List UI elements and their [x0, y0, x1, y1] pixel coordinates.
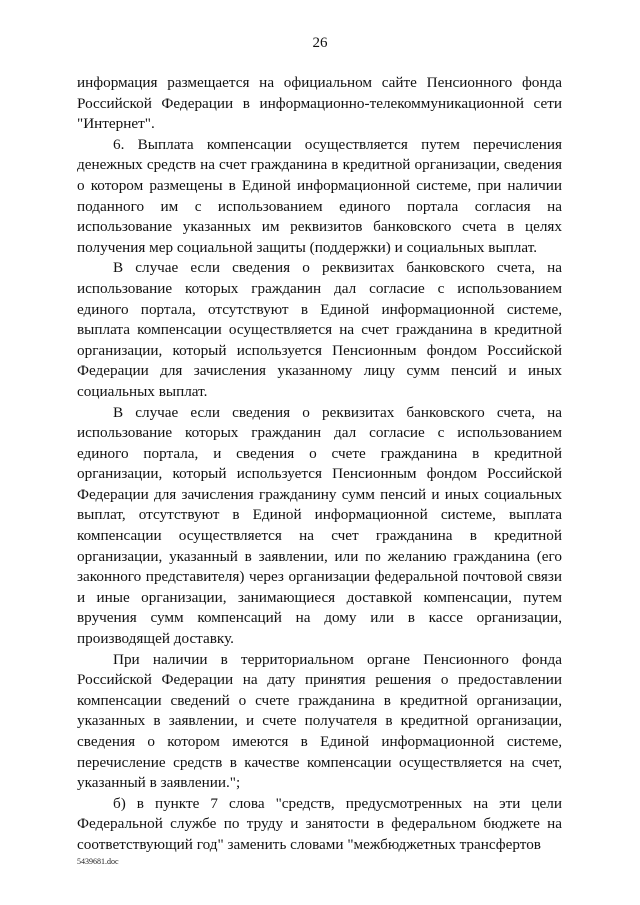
- paragraph-case-1: В случае если сведения о реквизитах банковского счета, на использование которых гражданин дал согласие с использованием единого портала, отсутствуют в Единой информационной системе, выплата компенсации осуществляется на счет гражданина в кредитной организации, который используется Пенсионным фондом Российской Федерации для зачисления указанному лицу сумм пенсий и иных социальных выплат.: [77, 259, 562, 400]
- paragraph-territorial-body: При наличии в территориальном органе Пенсионного фонда Российской Федерации на дату принятия решения о предоставлении компенсации сведений о счете гражданина в кредитной организации, указанных в заявлении, и счете получателя в кредитной организации, сведения о котором имеются в Единой информационной системе, перечисление средств в качестве компенсации осуществляется на счет, указанный в заявлении.";: [77, 650, 562, 792]
- paragraph-subitem-b: б) в пункте 7 слова "средств, предусмотренных на эти цели Федеральной службе по труду и занятости в федеральном бюджете на соответствующий год" заменить словами "межбюджетных трансфертов: [77, 794, 562, 853]
- paragraph-item-6: 6. Выплата компенсации осуществляется путем перечисления денежных средств на счет гражданина в кредитной организации, сведения о котором размещены в Единой информационной системе, при наличии поданного им с использованием единого портала согласия на использование указанных им реквизитов банковского счета в целях получения мер социальной защиты (поддержки) и социальных выплат.: [77, 135, 562, 256]
- paragraph-continuation: информация размещается на официальном сайте Пенсионного фонда Российской Федерации в информационно-телекоммуникационной сети "Интернет".: [77, 74, 562, 133]
- page-number: 26: [312, 35, 328, 51]
- paragraph-case-2: В случае если сведения о реквизитах банковского счета, на использование которых гражданин дал согласие с использованием единого портала, и сведения о счете гражданина в кредитной организации, который используется Пенсионным фондом Российской Федерации для зачисления гражданину сумм пенсий и иных социальных выплат, отсутствуют в Единой информационной системе, выплата компенсации осуществляется на счет гражданина в кредитной организации, указанный в заявлении, или по желанию гражданина (его законного представителя) через организации федеральной почтовой связи и иные организации, занимающиеся доставкой компенсации, путем вручения сумм компенсаций на дому или в кассе организации, производящей доставку.: [77, 403, 562, 648]
- file-name-footer: 5439681.doc: [77, 857, 119, 866]
- document-body: [77, 73, 562, 856]
